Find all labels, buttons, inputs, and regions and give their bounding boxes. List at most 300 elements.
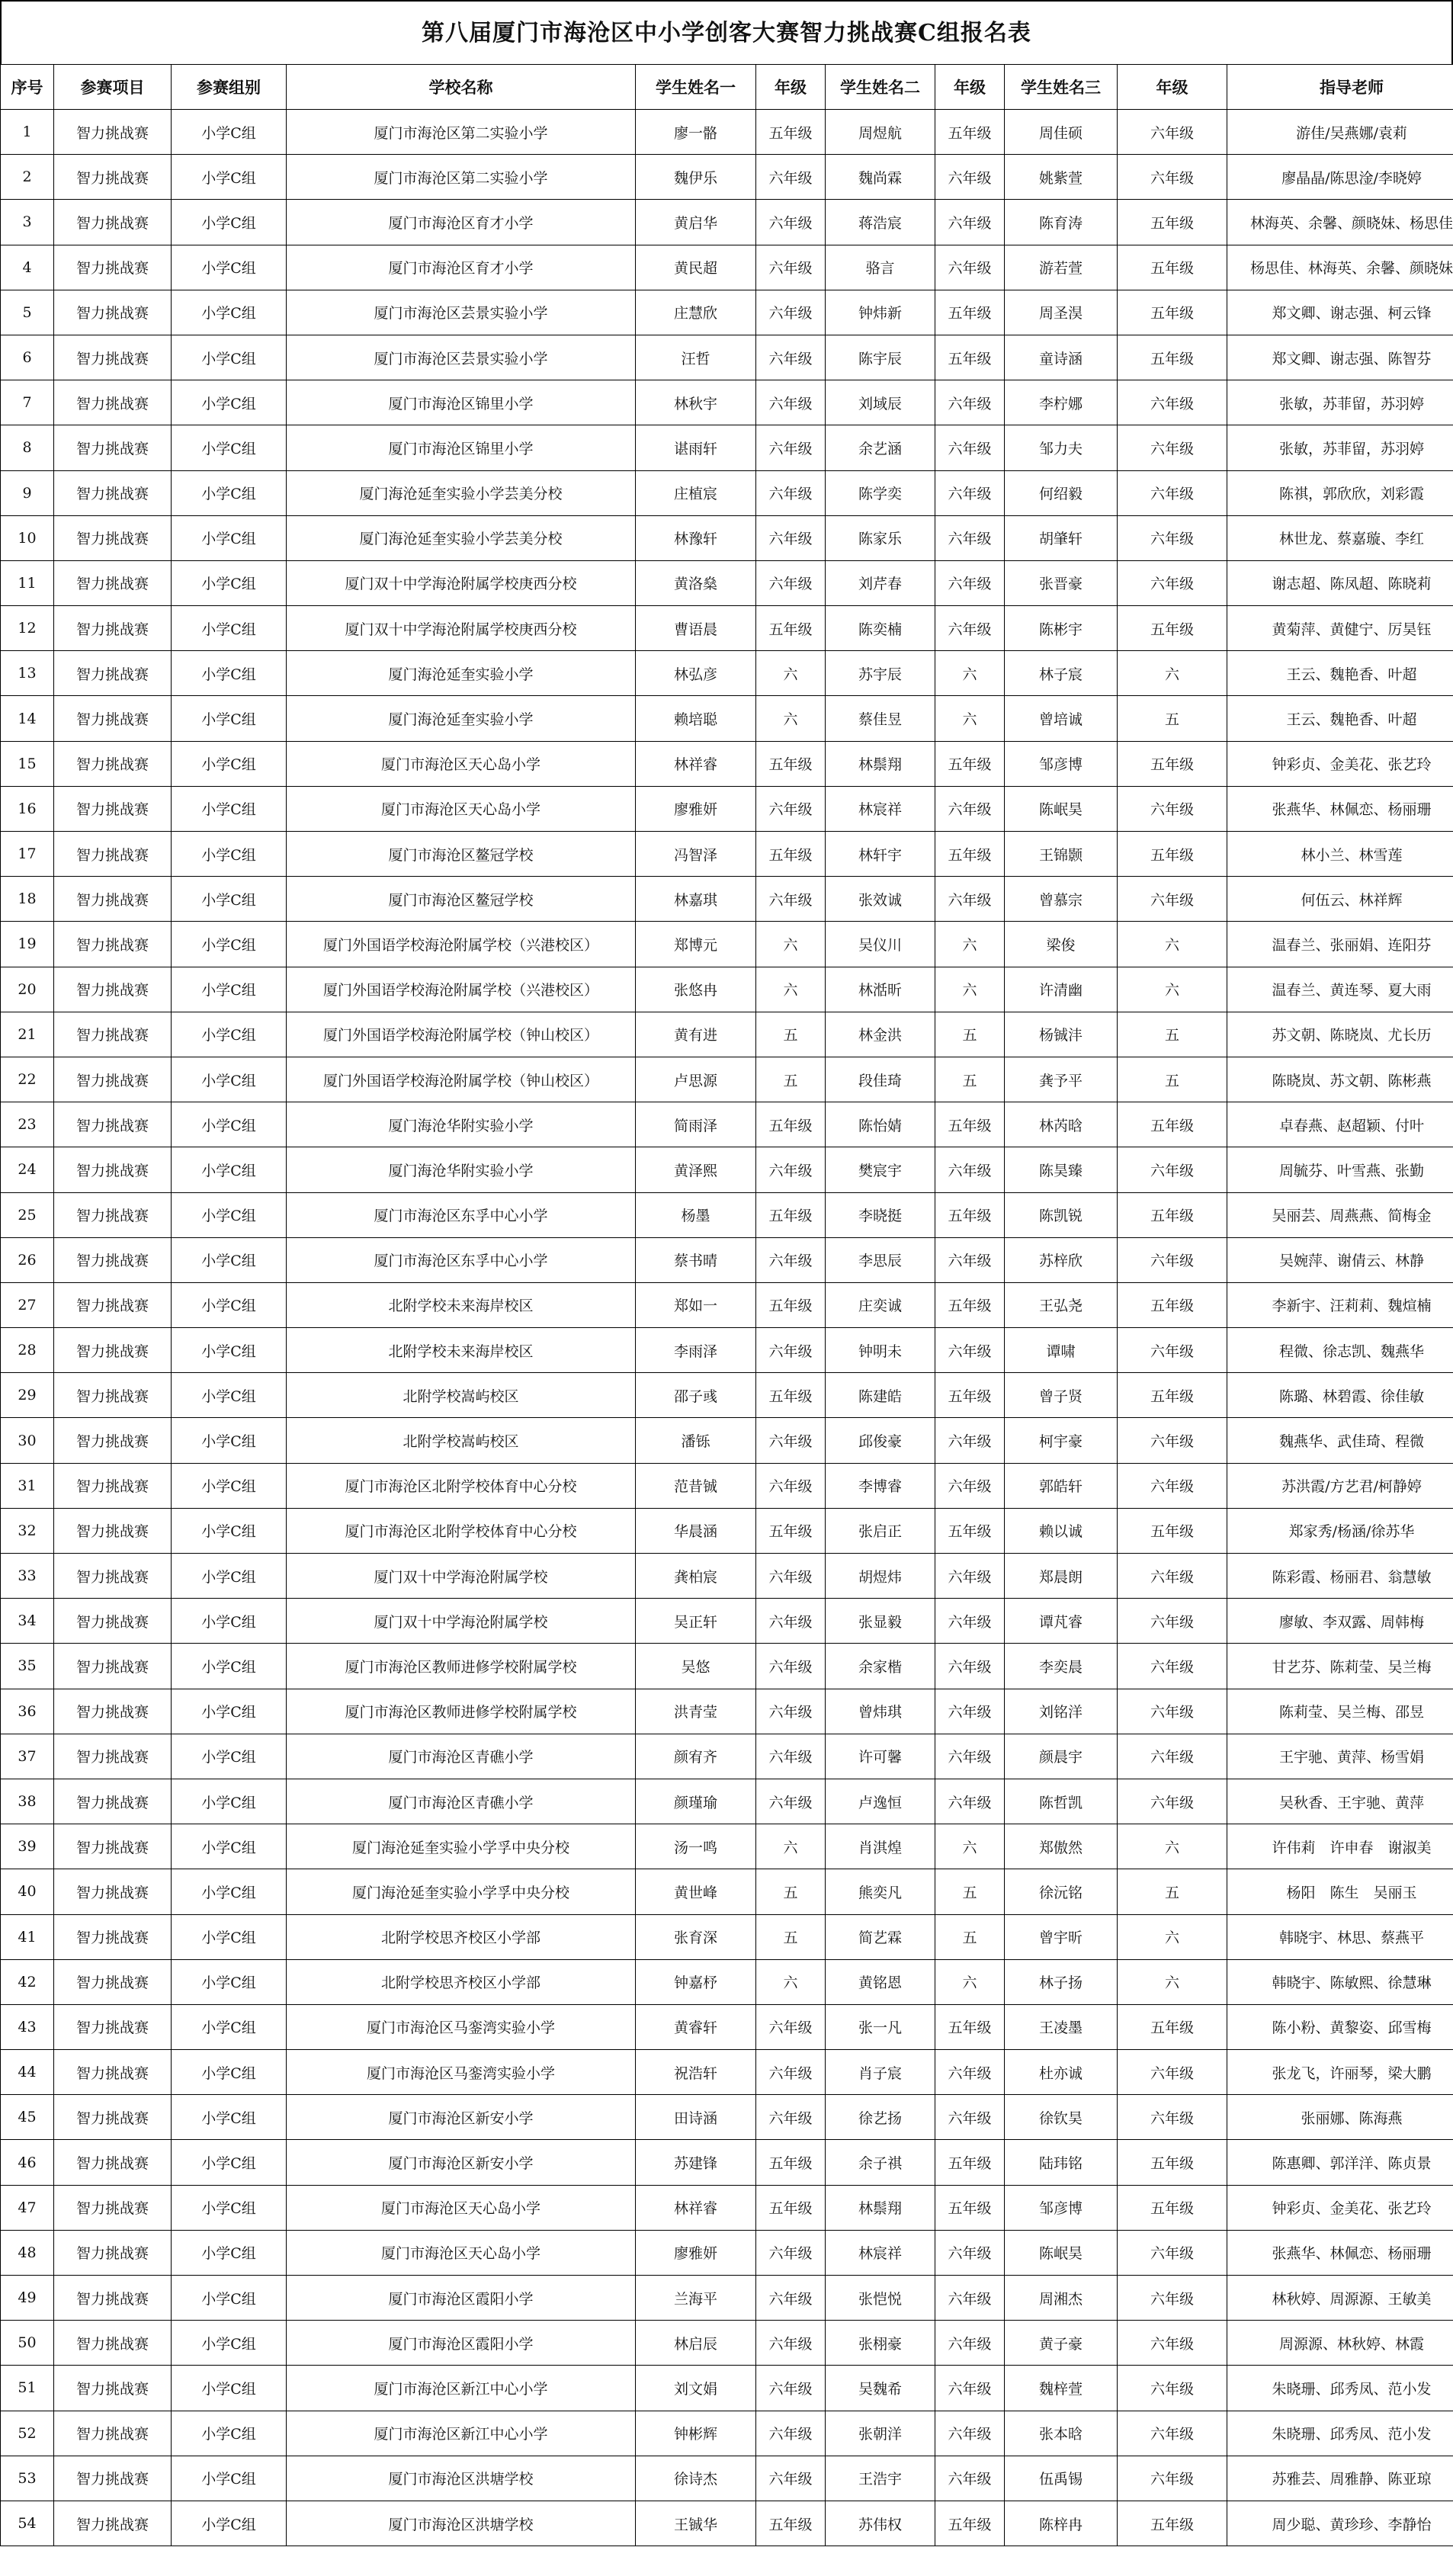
cell-grade-2: 六年级 [935,2321,1005,2366]
cell-student-1: 庄植宸 [636,470,756,515]
cell-student-3: 伍禹锡 [1005,2456,1118,2501]
cell-student-3: 林芮晗 [1005,1102,1118,1147]
cell-index: 32 [1,1508,54,1553]
cell-school: 厦门市海沧区育才小学 [287,245,636,290]
cell-grade-1: 六年级 [756,877,826,922]
cell-grade-2: 六 [935,1959,1005,2004]
cell-teachers: 游佳/吴燕娜/袁莉 [1227,110,1453,155]
cell-grade-3: 六年级 [1118,786,1227,831]
cell-grade-2: 五年级 [935,1102,1005,1147]
table-row [1,1328,1453,1373]
cell-index: 9 [1,470,54,515]
cell-event: 智力挑战赛 [54,2366,172,2411]
cell-grade-3: 六 [1118,651,1227,696]
cell-index: 41 [1,1914,54,1959]
cell-student-3: 王弘尧 [1005,1282,1118,1327]
cell-student-1: 吴正轩 [636,1599,756,1644]
cell-student-1: 潘铄 [636,1418,756,1463]
cell-grade-1: 六 [756,651,826,696]
cell-student-2: 肖子宸 [826,2050,935,2095]
cell-event: 智力挑战赛 [54,1644,172,1689]
cell-grade-3: 六年级 [1118,2050,1227,2095]
cell-grade-1: 六年级 [756,786,826,831]
cell-event: 智力挑战赛 [54,651,172,696]
cell-event: 智力挑战赛 [54,2004,172,2049]
cell-index: 53 [1,2456,54,2501]
cell-teachers: 朱晓珊、邱秀凤、范小发 [1227,2411,1453,2456]
cell-event: 智力挑战赛 [54,1914,172,1959]
cell-student-3: 姚紫萱 [1005,155,1118,200]
cell-grade-3: 六年级 [1118,2411,1227,2456]
cell-grade-3: 六年级 [1118,2321,1227,2366]
cell-grade-1: 五年级 [756,606,826,651]
cell-grade-1: 六年级 [756,200,826,245]
cell-student-1: 洪青莹 [636,1689,756,1734]
table-row [1,1012,1453,1057]
cell-grade-3: 六年级 [1118,2456,1227,2501]
table-row [1,1779,1453,1824]
cell-group: 小学C组 [172,2456,287,2501]
cell-event: 智力挑战赛 [54,2185,172,2230]
cell-student-3: 林子扬 [1005,1959,1118,2004]
cell-grade-2: 五 [935,1914,1005,1959]
cell-grade-3: 六年级 [1118,1147,1227,1192]
cell-student-3: 李奕晨 [1005,1644,1118,1689]
cell-grade-1: 六年级 [756,2230,826,2275]
cell-student-1: 汪哲 [636,335,756,380]
table-row [1,651,1453,696]
cell-school: 厦门海沧华附实验小学 [287,1102,636,1147]
cell-student-2: 吴仪川 [826,922,935,967]
cell-index: 2 [1,155,54,200]
cell-event: 智力挑战赛 [54,2501,172,2546]
cell-school: 厦门市海沧区霞阳小学 [287,2321,636,2366]
cell-teachers: 温春兰、黄连琴、夏大雨 [1227,967,1453,1012]
cell-grade-2: 六年级 [935,380,1005,425]
cell-teachers: 林海英、余馨、颜晓妹、杨思佳 [1227,200,1453,245]
cell-student-2: 熊奕凡 [826,1869,935,1914]
cell-grade-3: 六年级 [1118,470,1227,515]
cell-grade-3: 五年级 [1118,2004,1227,2049]
cell-grade-1: 六年级 [756,560,826,605]
cell-student-2: 许可馨 [826,1734,935,1779]
cell-student-3: 谭啸 [1005,1328,1118,1373]
cell-grade-2: 五 [935,1012,1005,1057]
header-school: 学校名称 [287,65,636,110]
cell-student-3: 龚予平 [1005,1057,1118,1102]
cell-grade-2: 五年级 [935,2140,1005,2185]
cell-grade-1: 六年级 [756,1237,826,1282]
cell-student-1: 黄民超 [636,245,756,290]
cell-student-1: 曹语晨 [636,606,756,651]
table-row [1,2321,1453,2366]
cell-student-2: 庄奕诚 [826,1282,935,1327]
table-row [1,2411,1453,2456]
cell-teachers: 周少聪、黄珍珍、李静怡 [1227,2501,1453,2546]
cell-grade-2: 六年级 [935,1328,1005,1373]
table-row [1,245,1453,290]
cell-grade-2: 六年级 [935,1147,1005,1192]
cell-student-1: 谌雨轩 [636,425,756,470]
cell-event: 智力挑战赛 [54,1779,172,1824]
table-row [1,1147,1453,1192]
cell-event: 智力挑战赛 [54,877,172,922]
cell-grade-2: 六年级 [935,2230,1005,2275]
table-body [1,110,1453,2546]
cell-student-1: 林弘彦 [636,651,756,696]
cell-teachers: 林世龙、蔡嘉璇、李红 [1227,515,1453,560]
cell-school: 厦门双十中学海沧附属学校 [287,1554,636,1599]
cell-index: 15 [1,741,54,786]
cell-event: 智力挑战赛 [54,1147,172,1192]
cell-student-1: 林嘉琪 [636,877,756,922]
cell-group: 小学C组 [172,1373,287,1418]
cell-school: 厦门海沧延奎实验小学 [287,696,636,741]
cell-school: 厦门市海沧区锦里小学 [287,380,636,425]
header-group: 参赛组别 [172,65,287,110]
cell-grade-1: 六年级 [756,425,826,470]
cell-student-1: 黄世峰 [636,1869,756,1914]
cell-group: 小学C组 [172,2366,287,2411]
cell-teachers: 王云、魏艳香、叶超 [1227,651,1453,696]
cell-student-3: 李柠娜 [1005,380,1118,425]
cell-school: 厦门市海沧区天心岛小学 [287,786,636,831]
cell-student-3: 邹力夫 [1005,425,1118,470]
cell-grade-3: 五年级 [1118,2185,1227,2230]
cell-student-1: 徐诗杰 [636,2456,756,2501]
cell-teachers: 程微、徐志凯、魏燕华 [1227,1328,1453,1373]
cell-grade-3: 五年级 [1118,832,1227,877]
cell-student-3: 周湘杰 [1005,2276,1118,2321]
cell-student-1: 华晨涵 [636,1508,756,1553]
cell-grade-1: 六年级 [756,2456,826,2501]
cell-grade-2: 六年级 [935,515,1005,560]
cell-student-3: 刘铭洋 [1005,1689,1118,1734]
cell-grade-2: 六年级 [935,1734,1005,1779]
cell-index: 36 [1,1689,54,1734]
cell-school: 厦门市海沧区锦里小学 [287,425,636,470]
cell-group: 小学C组 [172,560,287,605]
cell-index: 25 [1,1192,54,1237]
cell-student-3: 陈哲凯 [1005,1779,1118,1824]
cell-grade-1: 六 [756,1959,826,2004]
cell-teachers: 温春兰、张丽娟、连阳芬 [1227,922,1453,967]
cell-student-3: 郑晨朗 [1005,1554,1118,1599]
cell-index: 18 [1,877,54,922]
cell-grade-3: 五年级 [1118,200,1227,245]
table-row [1,2004,1453,2049]
cell-index: 43 [1,2004,54,2049]
cell-student-1: 颜瑾瑜 [636,1779,756,1824]
header-student-2: 学生姓名二 [826,65,935,110]
cell-event: 智力挑战赛 [54,290,172,335]
cell-student-2: 张朝洋 [826,2411,935,2456]
cell-grade-3: 六 [1118,967,1227,1012]
cell-student-2: 张效诚 [826,877,935,922]
cell-teachers: 郑文卿、谢志强、柯云锋 [1227,290,1453,335]
header-grade-3: 年级 [1118,65,1227,110]
cell-event: 智力挑战赛 [54,1282,172,1327]
cell-grade-1: 六年级 [756,2321,826,2366]
cell-group: 小学C组 [172,2276,287,2321]
cell-student-2: 钟明未 [826,1328,935,1373]
cell-teachers: 陈小粉、黄黎姿、邱雪梅 [1227,2004,1453,2049]
cell-student-1: 赖培聪 [636,696,756,741]
header-grade-2: 年级 [935,65,1005,110]
cell-student-3: 童诗涵 [1005,335,1118,380]
cell-teachers: 王宇驰、黄萍、杨雪娟 [1227,1734,1453,1779]
cell-grade-3: 六年级 [1118,1463,1227,1508]
cell-student-3: 陈育涛 [1005,200,1118,245]
table-row [1,1599,1453,1644]
cell-index: 11 [1,560,54,605]
cell-grade-1: 六年级 [756,2004,826,2049]
cell-grade-1: 六年级 [756,1599,826,1644]
cell-index: 27 [1,1282,54,1327]
cell-index: 17 [1,832,54,877]
cell-event: 智力挑战赛 [54,1237,172,1282]
cell-index: 37 [1,1734,54,1779]
cell-student-3: 曾子贤 [1005,1373,1118,1418]
header-student-3: 学生姓名三 [1005,65,1118,110]
cell-event: 智力挑战赛 [54,2276,172,2321]
cell-grade-2: 五年级 [935,2004,1005,2049]
cell-grade-1: 六年级 [756,1644,826,1689]
cell-group: 小学C组 [172,2230,287,2275]
cell-student-3: 周圣淏 [1005,290,1118,335]
cell-grade-1: 五 [756,1057,826,1102]
cell-event: 智力挑战赛 [54,1418,172,1463]
cell-student-1: 范昔铖 [636,1463,756,1508]
table-row [1,155,1453,200]
cell-event: 智力挑战赛 [54,425,172,470]
cell-student-1: 郑如一 [636,1282,756,1327]
cell-grade-2: 六年级 [935,1599,1005,1644]
cell-group: 小学C组 [172,1779,287,1824]
cell-group: 小学C组 [172,155,287,200]
cell-grade-3: 五 [1118,1869,1227,1914]
cell-grade-2: 六年级 [935,1644,1005,1689]
cell-grade-3: 五 [1118,696,1227,741]
cell-student-1: 邵子彧 [636,1373,756,1418]
cell-event: 智力挑战赛 [54,1012,172,1057]
cell-grade-3: 五年级 [1118,335,1227,380]
cell-index: 47 [1,2185,54,2230]
cell-grade-3: 六 [1118,1914,1227,1959]
cell-event: 智力挑战赛 [54,922,172,967]
cell-grade-2: 五年级 [935,832,1005,877]
cell-student-3: 王凌墨 [1005,2004,1118,2049]
cell-grade-2: 六年级 [935,1418,1005,1463]
cell-student-2: 陈宇辰 [826,335,935,380]
cell-school: 厦门市海沧区第二实验小学 [287,110,636,155]
cell-grade-1: 六年级 [756,2050,826,2095]
cell-school: 厦门市海沧区霞阳小学 [287,2276,636,2321]
cell-teachers: 陈惠卿、郭洋洋、陈贞景 [1227,2140,1453,2185]
cell-group: 小学C组 [172,1959,287,2004]
cell-grade-1: 六年级 [756,1418,826,1463]
table-row [1,560,1453,605]
cell-grade-3: 五年级 [1118,1192,1227,1237]
cell-student-1: 黄睿轩 [636,2004,756,2049]
cell-group: 小学C组 [172,1237,287,1282]
table-row [1,425,1453,470]
cell-index: 5 [1,290,54,335]
cell-student-3: 杨铖沣 [1005,1012,1118,1057]
cell-grade-1: 六年级 [756,245,826,290]
cell-grade-1: 六年级 [756,380,826,425]
cell-student-3: 谭芃睿 [1005,1599,1118,1644]
cell-grade-1: 六年级 [756,515,826,560]
cell-index: 40 [1,1869,54,1914]
cell-school: 厦门海沧延奎实验小学芸美分校 [287,470,636,515]
cell-grade-2: 六年级 [935,2276,1005,2321]
cell-student-3: 曾宇昕 [1005,1914,1118,1959]
cell-school: 厦门外国语学校海沧附属学校（兴港校区） [287,967,636,1012]
cell-student-2: 樊宸宇 [826,1147,935,1192]
cell-grade-2: 五 [935,1869,1005,1914]
cell-grade-3: 五年级 [1118,1373,1227,1418]
table-row [1,877,1453,922]
cell-event: 智力挑战赛 [54,1824,172,1869]
cell-index: 33 [1,1554,54,1599]
cell-grade-3: 六年级 [1118,877,1227,922]
cell-teachers: 苏洪霞/方艺君/柯静婷 [1227,1463,1453,1508]
cell-grade-1: 五年级 [756,832,826,877]
cell-student-1: 林祥睿 [636,741,756,786]
table-row [1,1689,1453,1734]
cell-index: 26 [1,1237,54,1282]
cell-teachers: 张龙飞，许丽琴，梁大鹏 [1227,2050,1453,2095]
table-row [1,1237,1453,1282]
cell-teachers: 张燕华、林佩恋、杨丽珊 [1227,786,1453,831]
cell-group: 小学C组 [172,651,287,696]
cell-teachers: 郑家秀/杨涵/徐苏华 [1227,1508,1453,1553]
cell-grade-2: 五年级 [935,1508,1005,1553]
cell-grade-3: 六年级 [1118,2230,1227,2275]
cell-student-2: 林轩宇 [826,832,935,877]
cell-student-3: 胡肇轩 [1005,515,1118,560]
cell-grade-1: 五年级 [756,1373,826,1418]
cell-index: 31 [1,1463,54,1508]
cell-group: 小学C组 [172,2004,287,2049]
cell-student-3: 郑傲然 [1005,1824,1118,1869]
cell-grade-3: 五年级 [1118,1102,1227,1147]
cell-index: 30 [1,1418,54,1463]
cell-index: 24 [1,1147,54,1192]
cell-grade-1: 五 [756,1869,826,1914]
cell-grade-3: 六 [1118,922,1227,967]
cell-event: 智力挑战赛 [54,606,172,651]
cell-event: 智力挑战赛 [54,1463,172,1508]
cell-student-1: 兰海平 [636,2276,756,2321]
cell-student-2: 林湉昕 [826,967,935,1012]
table-row [1,1508,1453,1553]
cell-student-2: 林鬃翔 [826,2185,935,2230]
table-row [1,1282,1453,1327]
cell-teachers: 黄菊萍、黄健宁、厉昊钰 [1227,606,1453,651]
cell-grade-1: 六年级 [756,2411,826,2456]
cell-event: 智力挑战赛 [54,786,172,831]
cell-group: 小学C组 [172,2185,287,2230]
cell-school: 厦门市海沧区洪塘学校 [287,2456,636,2501]
cell-grade-3: 六 [1118,1824,1227,1869]
cell-school: 厦门市海沧区天心岛小学 [287,2185,636,2230]
table-row [1,290,1453,335]
cell-teachers: 陈祺，郭欣欣，刘彩霞 [1227,470,1453,515]
cell-grade-2: 五年级 [935,2185,1005,2230]
cell-grade-2: 五年级 [935,741,1005,786]
table-row [1,832,1453,877]
cell-grade-1: 五年级 [756,1102,826,1147]
cell-student-3: 何绍毅 [1005,470,1118,515]
cell-event: 智力挑战赛 [54,1599,172,1644]
cell-grade-3: 六年级 [1118,1779,1227,1824]
table-row [1,1373,1453,1418]
cell-index: 22 [1,1057,54,1102]
cell-group: 小学C组 [172,2321,287,2366]
cell-teachers: 谢志超、陈凤超、陈晓莉 [1227,560,1453,605]
table-row [1,335,1453,380]
cell-grade-3: 五年级 [1118,1282,1227,1327]
cell-grade-1: 六年级 [756,1779,826,1824]
table-row [1,606,1453,651]
cell-index: 20 [1,967,54,1012]
cell-teachers: 李新宇、汪莉莉、魏煊楠 [1227,1282,1453,1327]
cell-student-2: 陈家乐 [826,515,935,560]
cell-school: 厦门市海沧区青礁小学 [287,1734,636,1779]
cell-student-2: 魏尚霖 [826,155,935,200]
cell-event: 智力挑战赛 [54,2140,172,2185]
cell-school: 厦门市海沧区新安小学 [287,2095,636,2140]
cell-grade-3: 六年级 [1118,2366,1227,2411]
table-row [1,1418,1453,1463]
cell-group: 小学C组 [172,1599,287,1644]
cell-student-3: 张本晗 [1005,2411,1118,2456]
cell-school: 北附学校思齐校区小学部 [287,1959,636,2004]
table-row [1,1824,1453,1869]
cell-event: 智力挑战赛 [54,200,172,245]
cell-teachers: 苏文朝、陈晓岚、尤长历 [1227,1012,1453,1057]
cell-event: 智力挑战赛 [54,1192,172,1237]
cell-index: 52 [1,2411,54,2456]
cell-grade-2: 六年级 [935,2050,1005,2095]
cell-teachers: 陈莉莹、吴兰梅、邵昱 [1227,1689,1453,1734]
cell-grade-2: 五年级 [935,110,1005,155]
cell-student-1: 林祥睿 [636,2185,756,2230]
cell-teachers: 苏雅芸、周雅静、陈亚琼 [1227,2456,1453,2501]
cell-event: 智力挑战赛 [54,696,172,741]
cell-grade-3: 六年级 [1118,2276,1227,2321]
cell-student-3: 梁俊 [1005,922,1118,967]
cell-student-3: 王锦颢 [1005,832,1118,877]
cell-index: 14 [1,696,54,741]
table-row [1,1914,1453,1959]
cell-student-1: 张育深 [636,1914,756,1959]
cell-student-2: 李思辰 [826,1237,935,1282]
cell-student-3: 邹彦博 [1005,741,1118,786]
cell-grade-3: 六年级 [1118,380,1227,425]
cell-teachers: 张丽娜、陈海燕 [1227,2095,1453,2140]
cell-school: 厦门市海沧区新江中心小学 [287,2411,636,2456]
cell-student-2: 李博睿 [826,1463,935,1508]
cell-grade-1: 六 [756,967,826,1012]
cell-grade-2: 六年级 [935,425,1005,470]
cell-index: 10 [1,515,54,560]
cell-school: 北附学校思齐校区小学部 [287,1914,636,1959]
cell-event: 智力挑战赛 [54,155,172,200]
cell-grade-2: 六 [935,967,1005,1012]
